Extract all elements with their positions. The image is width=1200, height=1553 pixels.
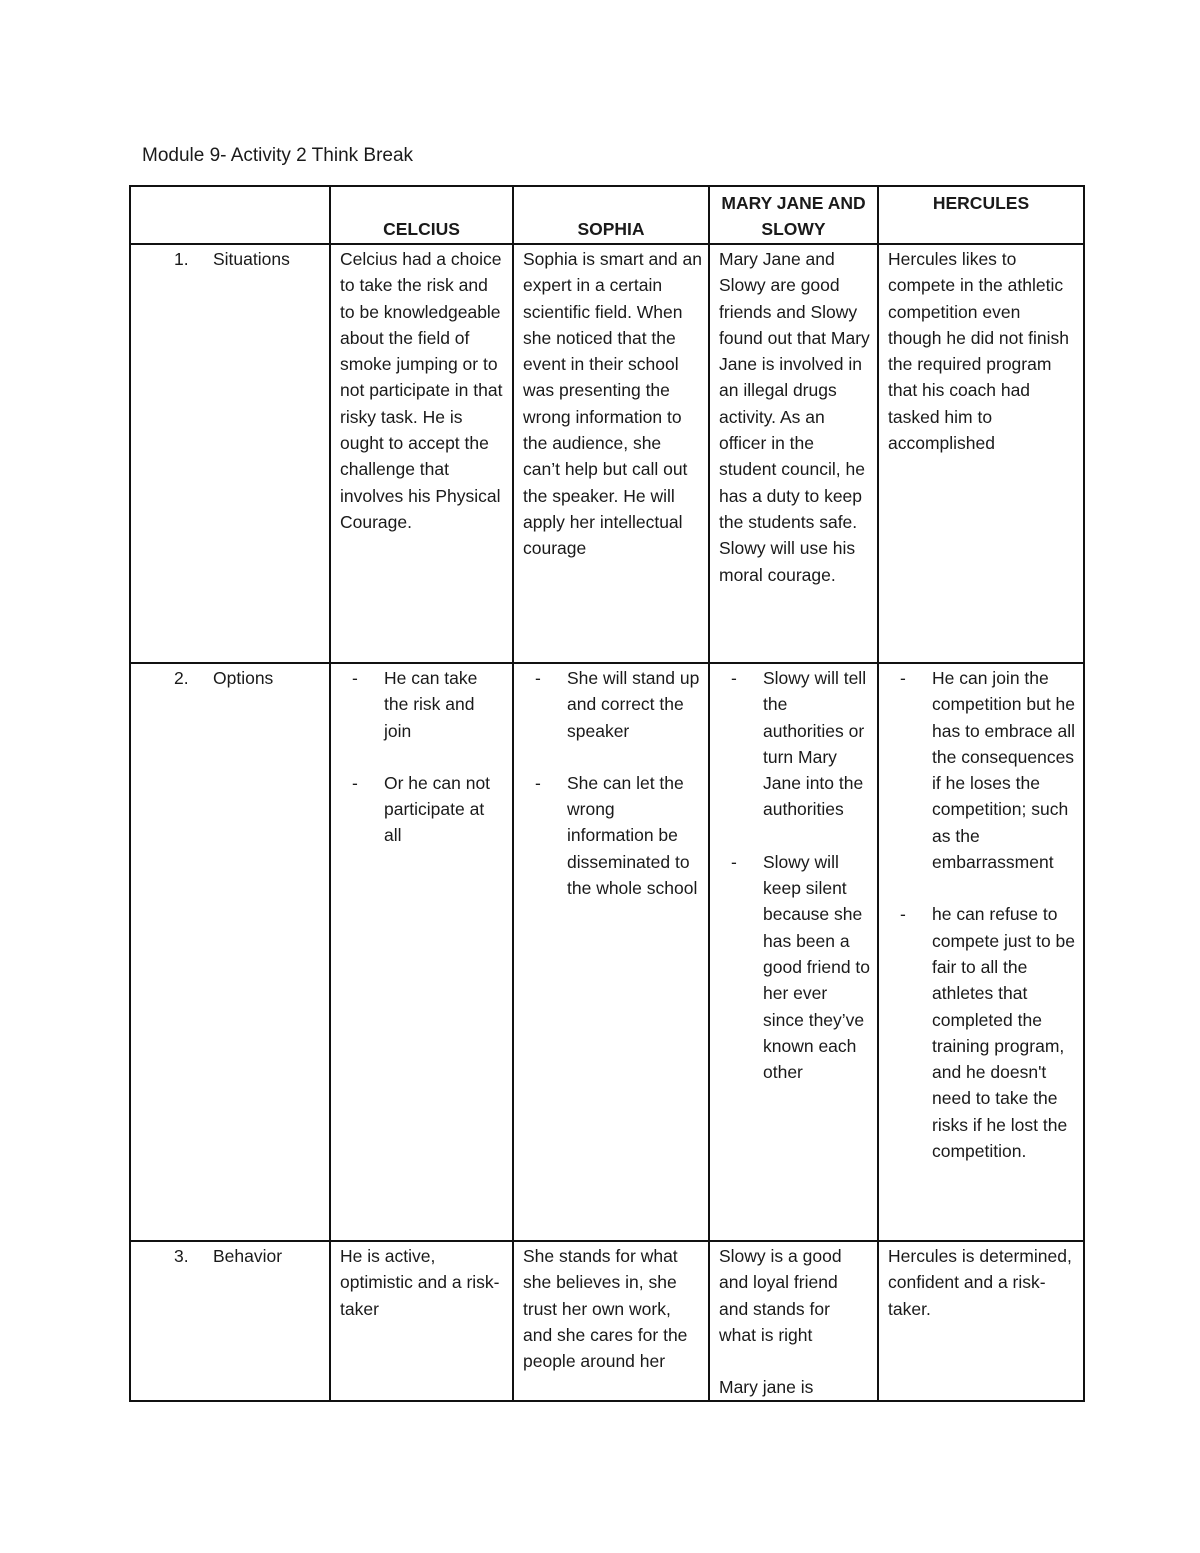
situation-sophia: Sophia is smart and an expert in a certain scientific field. When she noticed that the event in their school was presenting the wrong information to the audience, she can’t help but call out the speaker. He will apply her intellectual courage <box>513 244 709 663</box>
behavior-hercules: Hercules is determined, confident and a risk-taker. <box>878 1241 1084 1401</box>
row-number: 2. <box>174 668 189 688</box>
options-mary-jane <box>709 663 878 1241</box>
table-row-behavior <box>130 1241 1084 1401</box>
options-hercules <box>878 663 1084 1241</box>
situation-hercules: Hercules likes to compete in the athletic competition even though he did not finish the required program that his coach had tasked him to accomplished <box>878 244 1084 663</box>
row-number: 1. <box>174 249 189 269</box>
list-item: - She can let the wrong information be disseminated to the whole school <box>535 772 698 899</box>
think-break-table <box>129 185 1085 1402</box>
list-item: - Or he can not participate at all <box>352 772 491 846</box>
situation-celcius: Celcius had a choice to take the risk and to be knowledgeable about the field of smoke jumping or to not participate in that risky task. He is ought to accept the challenge that involves his Physical Courage. <box>330 244 513 663</box>
document-title: Module 9- Activity 2 Think Break <box>142 145 414 166</box>
list-item: - He can take the risk and join <box>352 668 478 741</box>
options-list <box>340 665 506 849</box>
behavior-celcius: He is active, optimistic and a risk-taker <box>330 1241 513 1401</box>
table-row-situations <box>130 244 1084 663</box>
row-label: Situations <box>213 249 290 269</box>
header-celcius: CELCIUS <box>330 186 513 244</box>
list-item: - She will stand up and correct the speaker <box>535 668 700 741</box>
row-number: 3. <box>174 1246 189 1266</box>
header-sophia: SOPHIA <box>513 186 709 244</box>
options-list <box>523 665 702 901</box>
row-label: Options <box>213 668 274 688</box>
header-row <box>130 186 1084 244</box>
situation-mary-jane: Mary Jane and Slowy are good friends and Slowy found out that Mary Jane is involved in an illegal drugs activity. As an officer in the student council, he has a duty to keep the students safe. Slowy will use his moral courage. <box>709 244 878 663</box>
behavior-mary-jane-text: Mary jane is <box>719 1377 814 1398</box>
row-label-behavior <box>130 1241 330 1401</box>
options-celcius <box>330 663 513 1241</box>
behavior-mary-jane <box>709 1241 878 1401</box>
list-item: - Slowy will tell the authorities or turn Mary Jane into the authorities <box>731 668 867 820</box>
list-item: - He can join the competition but he has to embrace all the consequences if he loses the competition; such as the embarrassment <box>900 668 1076 873</box>
options-list <box>719 665 871 1085</box>
list-item: - he can refuse to compete just to be fair to all the athletes that completed the training program, and he doesn't need to take the risks if he lost the competition. <box>900 904 1075 1162</box>
list-item: - Slowy will keep silent because she has been a good friend to her ever since they’ve known each other <box>731 851 871 1083</box>
behavior-slowy-text: Slowy is a good and loyal friend and stands for what is right <box>719 1246 842 1345</box>
behavior-sophia: She stands for what she believes in, she trust her own work, and she cares for the people around her <box>513 1241 709 1401</box>
options-list <box>888 665 1077 1164</box>
options-sophia <box>513 663 709 1241</box>
header-hercules: HERCULES <box>878 186 1084 244</box>
row-label: Behavior <box>213 1246 283 1266</box>
header-empty-cell <box>130 186 330 244</box>
table-row-options <box>130 663 1084 1241</box>
header-mary-jane: MARY JANE AND SLOWY <box>709 186 878 244</box>
row-label-options <box>130 663 330 1241</box>
row-label-situations <box>130 244 330 663</box>
